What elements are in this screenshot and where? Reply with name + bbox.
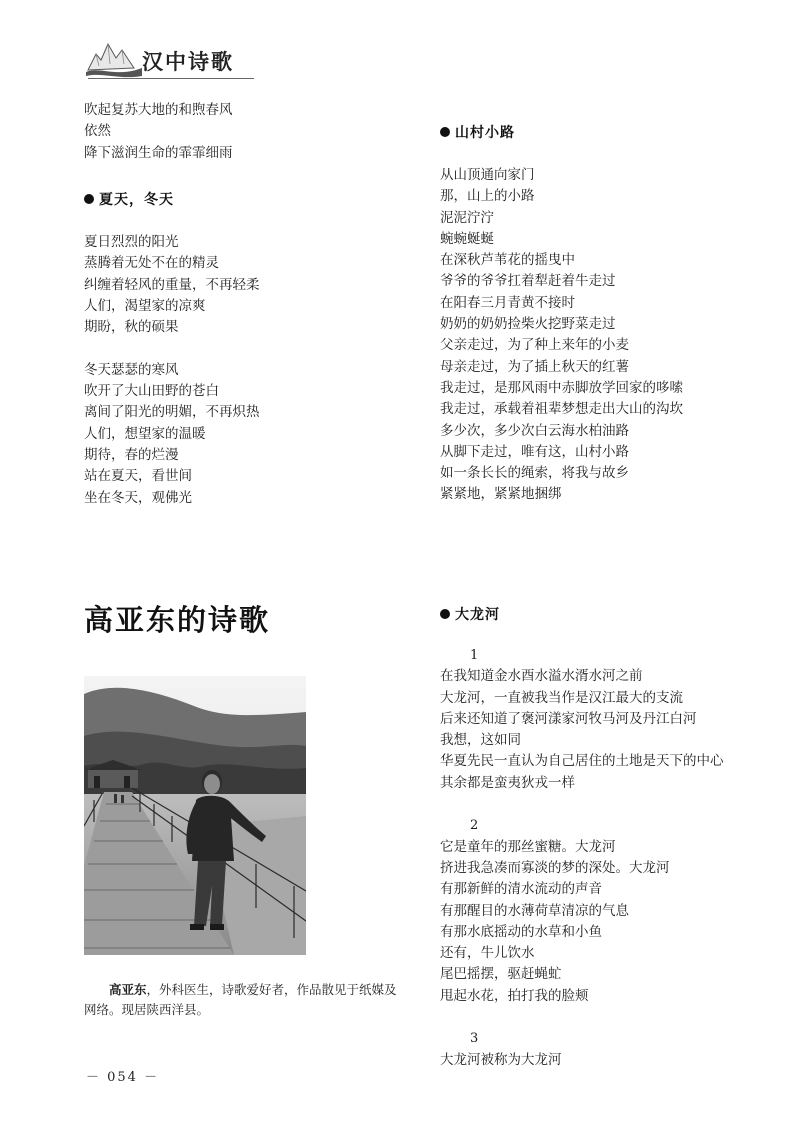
poem-line: 紧紧地，紧紧地捆绑 [440,486,562,503]
poem-line: 还有，牛儿饮水 [440,945,535,962]
continuation-lines [84,100,233,164]
poem-line: 纠缠着轻风的重量，不再轻柔 [84,276,260,293]
author-bio [84,980,404,1020]
poem-line: 挤进我急凑而寡淡的梦的深处。大龙河 [440,859,670,876]
poem-line: 夏日烈烈的阳光 [84,234,179,250]
poem-line: 华夏先民一直认为自己居住的土地是天下的中心 [440,753,724,770]
section-title-text: 大龙河 [455,607,500,623]
page-number: － 054 － [86,1070,160,1085]
poem-mountain-road-body [440,165,683,506]
poem-line: 在阳春三月青黄不接时 [440,294,575,311]
bio-name: 高亚东 [109,982,147,997]
poem-line: 冬天瑟瑟的寒风 [84,361,179,378]
section-title-text: 山村小路 [455,125,515,141]
bullet-dot-icon [440,609,450,619]
poem-line: 有那醒目的水薄荷草清凉的气息 [440,902,629,919]
poem-line: 泥泥泞泞 [440,209,494,226]
poem-dalong-river-body [440,645,724,1071]
poem-line: 期盼，秋的硕果 [84,319,179,336]
poem-line: 母亲走过，为了插上秋天的红薯 [440,358,629,375]
poem-line: 后来还知道了褒河漾家河牧马河及丹江白河 [440,710,697,727]
poem-line: 蒸腾着无处不在的精灵 [84,255,219,272]
author-section-title: 高亚东的诗歌 [84,603,271,637]
mountain-logo-icon [86,36,142,78]
poem-line: 如一条长长的绳索，将我与故乡 [440,465,629,482]
journal-header [86,36,254,84]
section-title-dalong-river [440,604,500,624]
poem-line: 那，山上的小路 [440,188,535,205]
section-title-text: 夏天，冬天 [99,192,174,208]
poem-line: 蜿蜿蜒蜒 [440,230,494,247]
poem-line: 父亲走过，为了种上来年的小麦 [440,337,629,354]
stanza-gap [440,794,724,815]
part-number: 3 [470,1031,479,1047]
poem-line: 人们，想望家的温暖 [84,425,206,442]
section-title-mountain-road [440,122,515,142]
poem-line: 有那水底摇动的水草和小鱼 [440,923,602,940]
poem-line: 尾巴摇摆，驱赶蝇虻 [440,966,562,983]
poem-line: 从脚下走过，唯有这，山村小路 [440,443,629,460]
poem-line: 甩起水花，拍打我的脸颊 [440,987,589,1004]
poem-line: 我走过，承载着祖辈梦想走出大山的沟坎 [440,401,683,418]
poem-line: 我想，这如同 [440,732,521,749]
poem-line: 爷爷的爷爷扛着犁赶着牛走过 [440,273,616,290]
poem-line: 它是童年的那丝蜜糖。大龙河 [440,838,616,855]
part-number: 1 [470,648,479,663]
poem-line: 依然 [84,123,111,140]
poem-line: 大龙河被称为大龙河 [440,1051,562,1068]
poem-summer-winter-body [84,232,260,509]
stanza-gap [84,338,260,359]
bio-paragraph [84,980,404,1020]
section-title-summer-winter [84,189,174,209]
poem-line: 吹开了大山田野的苍白 [84,383,219,400]
author-photo [84,676,306,955]
poem-line: 其余都是蛮夷狄戎一样 [440,774,575,791]
poem-line: 吹起复苏大地的和煦春风 [84,102,233,118]
journal-title: 汉中诗歌 [142,50,234,74]
poem-line: 在深秋芦苇花的摇曳中 [440,252,575,269]
poem-line: 离间了阳光的明媚，不再炽热 [84,404,260,421]
bio-text: ，外科医生，诗歌爱好者，作品散见于纸媒及网络。现居陕西洋县。 [84,982,397,1017]
header-rule [88,78,254,79]
poem-line: 人们，渴望家的凉爽 [84,297,206,314]
poem-line: 从山顶通向家门 [440,167,535,183]
poem-line: 奶奶的奶奶捡柴火挖野菜走过 [440,316,616,333]
part-number: 2 [470,818,479,834]
stanza-gap [440,1007,724,1028]
poem-line: 坐在冬天，观佛光 [84,489,192,506]
poem-line: 大龙河，一直被我当作是汉江最大的支流 [440,689,683,706]
bullet-dot-icon [84,194,94,204]
poem-line: 站在夏天，看世间 [84,468,192,485]
poem-line: 期待，春的烂漫 [84,446,179,463]
bullet-dot-icon [440,127,450,137]
poem-line: 降下滋润生命的霏霏细雨 [84,144,233,161]
poem-line: 我走过，是那风雨中赤脚放学回家的哆嗦 [440,379,683,396]
poem-line: 有那新鲜的清水流动的声音 [440,881,602,898]
poem-line: 多少次，多少次白云海水柏油路 [440,422,629,439]
poem-line: 在我知道金水酉水溢水湑水河之前 [440,668,643,685]
